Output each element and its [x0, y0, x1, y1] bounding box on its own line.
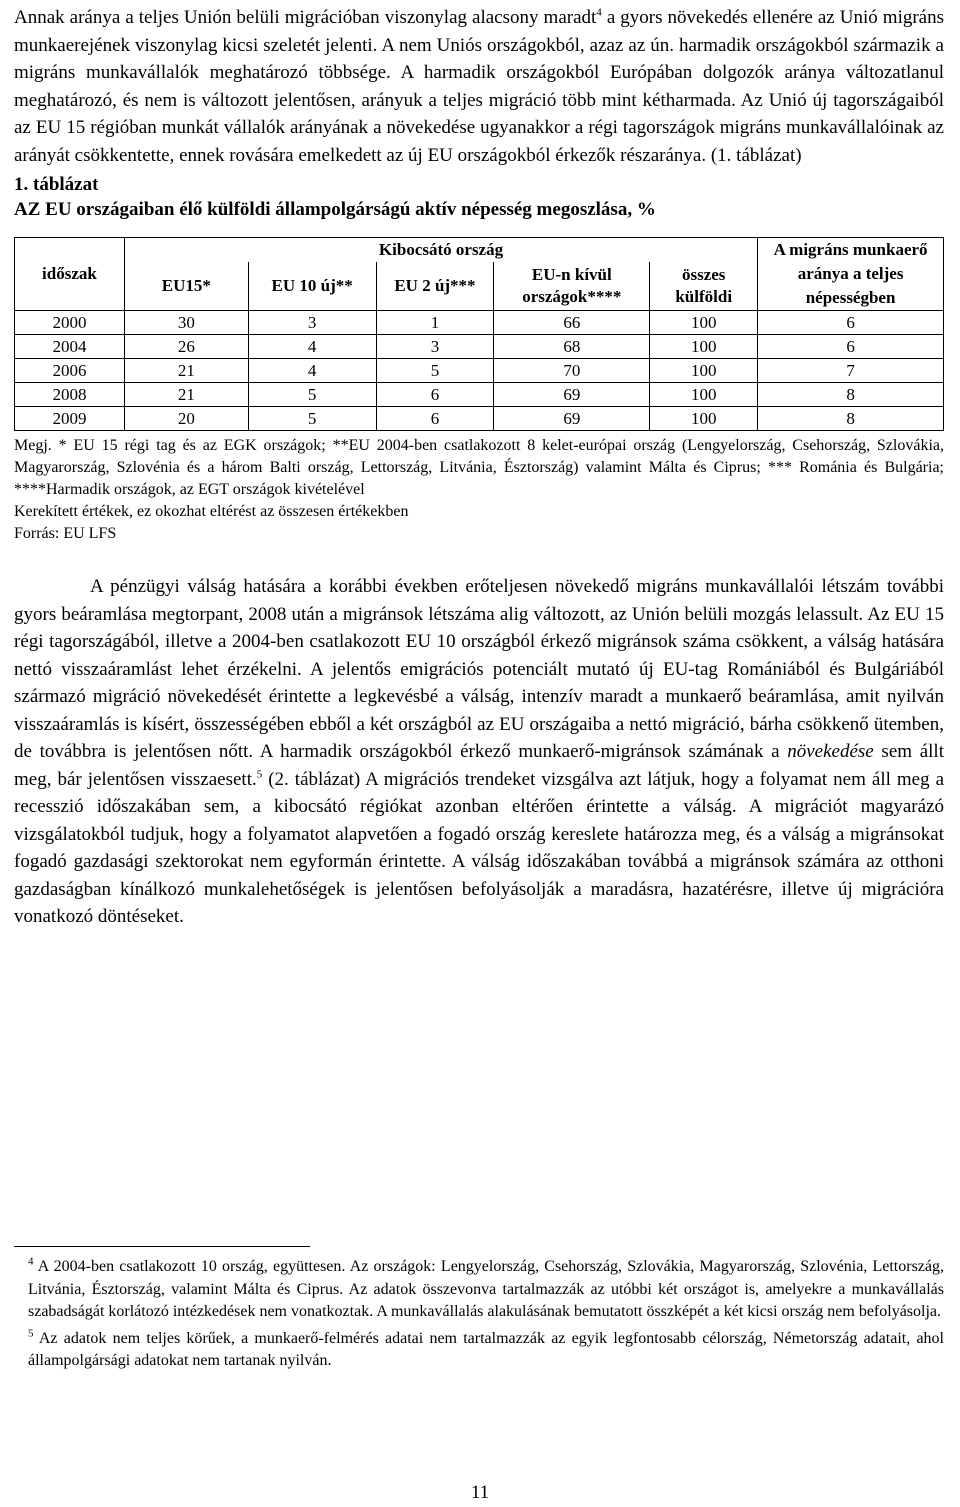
table-cell: 8	[758, 383, 944, 407]
table-cell: 100	[650, 359, 758, 383]
table-cell: 68	[494, 335, 650, 359]
table-cell: 2004	[15, 335, 125, 359]
header-eu2: EU 2 új***	[376, 262, 494, 311]
body-paragraph	[14, 573, 944, 931]
table-cell: 100	[650, 335, 758, 359]
table-cell: 5	[248, 383, 376, 407]
table-row	[15, 407, 944, 431]
table-cell: 69	[494, 407, 650, 431]
body-text-start: A pénzügyi válság hatására a korábbi években erőteljesen növekedő migráns munkavállalói létszám további gyors beáramlása megtorpant, 2008 után a migránsok létszáma alig változott, az Unión belüli mozgás lelassult. Az EU 15 régi tagországából, illetve a 2004-ben csatlakozott EU 10 országból érkező migránsok száma csökkent, a válság hatására nettó visszaáramlást lehet érzékelni. A jelentős emigrációs potenciált mutató új EU-tag Romániából és Bulgáriából származó migráció növekedését érintette a legkevésbé a válság, intenzív maradt a munkaerő beáramlása, amit nyilván visszaáramlás is kísért, összességében ebből a két országból az EU országaiba a nettó migráció, bárha csökkenő ütemben, de továbbra is jelentősen nőtt. A harmadik országokból érkező munkaerő-migránsok számának a	[14, 576, 944, 762]
table-cell: 69	[494, 383, 650, 407]
header-source-country: Kibocsátó ország	[124, 238, 757, 263]
table-cell: 100	[650, 311, 758, 335]
migration-table	[14, 237, 944, 431]
table-cell: 3	[376, 335, 494, 359]
table-cell: 4	[248, 335, 376, 359]
table-title: AZ EU országaiban élő külföldi állampolgárságú aktív népesség megoszlása, %	[14, 199, 656, 220]
footnote-4	[14, 1256, 944, 1324]
header-non-eu: EU-n kívül országok****	[494, 262, 650, 311]
table-row	[15, 359, 944, 383]
table-row	[15, 311, 944, 335]
footnote-5	[14, 1328, 944, 1373]
table-cell: 2006	[15, 359, 125, 383]
body-text-middle: sem állt meg, bár jelentősen visszaesett.	[14, 741, 944, 790]
footnote-ref-4[interactable]: 4	[596, 6, 602, 19]
table-cell: 2008	[15, 383, 125, 407]
table-row	[15, 335, 944, 359]
header-migrant-share: A migráns munkaerő aránya a teljes népességben	[758, 238, 944, 311]
table-cell: 6	[376, 383, 494, 407]
table-cell: 66	[494, 311, 650, 335]
table-cell: 7	[758, 359, 944, 383]
table-cell: 2009	[15, 407, 125, 431]
footnotes	[14, 1256, 944, 1373]
table-cell: 100	[650, 383, 758, 407]
table-cell: 5	[376, 359, 494, 383]
table-cell: 3	[248, 311, 376, 335]
footnote-separator	[14, 1246, 310, 1247]
table-cell: 100	[650, 407, 758, 431]
header-eu10: EU 10 új**	[248, 262, 376, 311]
table-note-abbreviations: Megj. * EU 15 régi tag és az EGK országok; **EU 2004-ben csatlakozott 8 kelet-európai ország (Lengyelország, Csehország, Szlovákia, Magyarország, Szlovénia és a három Balti ország, Lettország, Litvánia, Észtország) valamint Málta és Ciprus; *** Románia és Bulgária; ****Harmadik országok, az EGT országok kivételével	[14, 437, 944, 498]
table-notes	[14, 435, 944, 545]
body-text-emphasis: növekedése	[787, 741, 874, 762]
table-cell: 21	[124, 359, 248, 383]
table-cell: 26	[124, 335, 248, 359]
footnote-text: A 2004-ben csatlakozott 10 ország, együttesen. Az országok: Lengyelország, Csehország, Szlovákia, Magyarország, Szlovénia, Lettország, Litvánia, Észtország, valamint Málta és Ciprus. Az adatok összevonva tartalmazzák az utóbbi két országot is, amelyekre a munkavállalás szabadságát korlátozó intézkedések nem vonatkoztak. A munkavállalás alakulásának bemutatott összképét a két kicsi ország nem befolyásolja.	[28, 1258, 944, 1320]
intro-text-rest: a gyors növekedés ellenére az Unió migráns munkaerejének viszonylag kicsi szeletét jelenti. A nem Uniós országokból, azaz az ún. harmadik országokból származik a migráns munkavállalók meghatározó többsége. A harmadik országokból Európában dolgozók aránya változatlanul meghatározó, és nem is változott jelentősen, arányuk a teljes migráció több mint kétharmada. Az Unió új tagországaiból az EU 15 régióban munkát vállalók arányának a növekedése ugyanakkor a régi tagországok migráns munkavállalóinak az arányát csökkentette, ennek rovására emelkedett az új EU országokból érkezők részaránya. (1. táblázat)	[14, 7, 944, 166]
table-row	[15, 383, 944, 407]
table-cell: 8	[758, 407, 944, 431]
table-cell: 2000	[15, 311, 125, 335]
table-note-rounding: Kerekített értékek, ez okozhat eltérést az összesen értékekben	[14, 503, 409, 520]
table-cell: 5	[248, 407, 376, 431]
intro-text-start: Annak aránya a teljes Unión belüli migrációban viszonylag alacsony maradt	[14, 7, 597, 28]
header-period: időszak	[15, 238, 125, 311]
header-total-foreign: összes külföldi	[650, 262, 758, 311]
table-cell: 6	[758, 311, 944, 335]
table-number: 1. táblázat	[14, 174, 99, 195]
table-cell: 6	[758, 335, 944, 359]
footnote-number: 4	[28, 1255, 34, 1268]
table-cell: 70	[494, 359, 650, 383]
table-note-source: Forrás: EU LFS	[14, 525, 117, 542]
footnote-ref-5[interactable]: 5	[256, 768, 263, 781]
document-page	[14, 0, 944, 931]
table-cell: 6	[376, 407, 494, 431]
table-cell: 20	[124, 407, 248, 431]
footnote-text: Az adatok nem teljes körűek, a munkaerő-felmérés adatai nem tartalmazzák az egyik legfontosabb célország, Németország adatait, ahol állampolgársági adatokat nem tartanak nyilván.	[28, 1329, 944, 1369]
table-cell: 30	[124, 311, 248, 335]
table-cell: 1	[376, 311, 494, 335]
page-number: 11	[470, 1482, 490, 1503]
table-cell: 4	[248, 359, 376, 383]
body-text-end: (2. táblázat) A migrációs trendeket vizsgálva azt látjuk, hogy a folyamat nem áll meg a recesszió időszakában sem, a kibocsátó régiókat azonban eltérően érintette a válság. A migrációt magyarázó vizsgálatokból tudjuk, hogy a folyamatot alapvetően a fogadó ország kereslete határozza meg, és a válság a migránsokat fogadó gazdasági szektorokat nem egyformán érintette. A válság időszakában továbbá a migránsok számára az otthoni gazdaságban kínálkozó munkalehetőségek is jelentősen befolyásolják a maradásra, hazatérésre, illetve új migrációra vonatkozó döntéseket.	[14, 768, 944, 927]
intro-paragraph	[14, 0, 944, 169]
footnote-number: 5	[28, 1327, 34, 1340]
header-eu15: EU15*	[124, 262, 248, 311]
table-cell: 21	[124, 383, 248, 407]
